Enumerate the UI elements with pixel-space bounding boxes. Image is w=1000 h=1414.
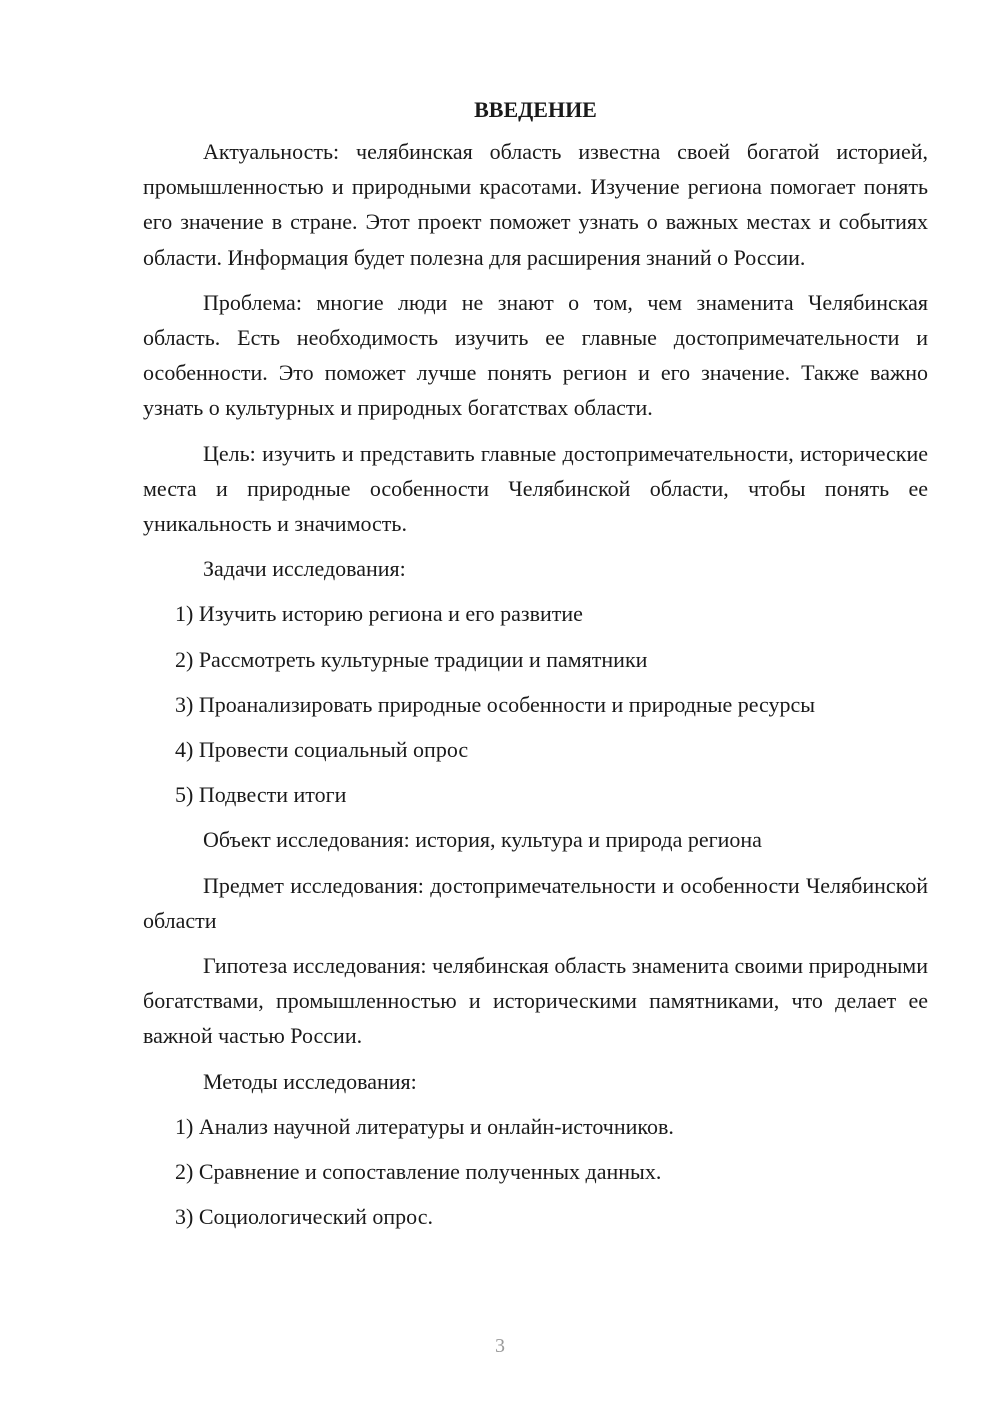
method-item: 2) Сравнение и сопоставление полученных данных.: [175, 1159, 662, 1185]
task-item: 1) Изучить историю региона и его развитие: [175, 601, 583, 627]
relevance-paragraph: Актуальность: челябинская область известна своей богатой историей, промышленностью и природными красотами. Изучение региона помогает понять его значение в стране. Этот проект поможет узнать о важных местах и событиях области. Информация будет полезна для расширения знаний о России.: [143, 139, 928, 270]
method-item: 3) Социологический опрос.: [175, 1204, 433, 1230]
method-item: 1) Анализ научной литературы и онлайн-источников.: [175, 1113, 674, 1139]
page-number: 3: [495, 1335, 505, 1357]
task-item: 3) Проанализировать природные особенности и природные ресурсы: [175, 691, 816, 717]
task-item: 4) Провести социальный опрос: [175, 737, 469, 763]
page-title: ВВЕДЕНИЕ: [474, 97, 597, 122]
research-subject: Предмет исследования: достопримечательности и особенности Челябинской области: [143, 872, 928, 933]
problem-paragraph: Проблема: многие люди не знают о том, чем знаменита Челябинская область. Есть необходимость изучить ее главные достопримечательности и особенности. Это поможет лучше понять регион и его значение. Также важно узнать о культурных и природных богатствах области.: [143, 289, 928, 421]
task-item: 5) Подвести итоги: [175, 782, 347, 808]
methods-heading: Методы исследования:: [203, 1068, 417, 1094]
research-object: Объект исследования: история, культура и природа региона: [203, 827, 762, 853]
goal-paragraph: Цель: изучить и представить главные достопримечательности, исторические места и природные особенности Челябинской области, чтобы понять ее уникальность и значимость.: [143, 440, 928, 537]
research-hypothesis: Гипотеза исследования: челябинская область знаменита своими природными богатствами, промышленностью и историческими памятниками, что делает ее важной частью России.: [143, 953, 928, 1049]
page-content: [143, 92, 928, 1244]
task-item: 2) Рассмотреть культурные традиции и памятники: [175, 646, 648, 672]
tasks-heading: Задачи исследования:: [203, 556, 406, 582]
